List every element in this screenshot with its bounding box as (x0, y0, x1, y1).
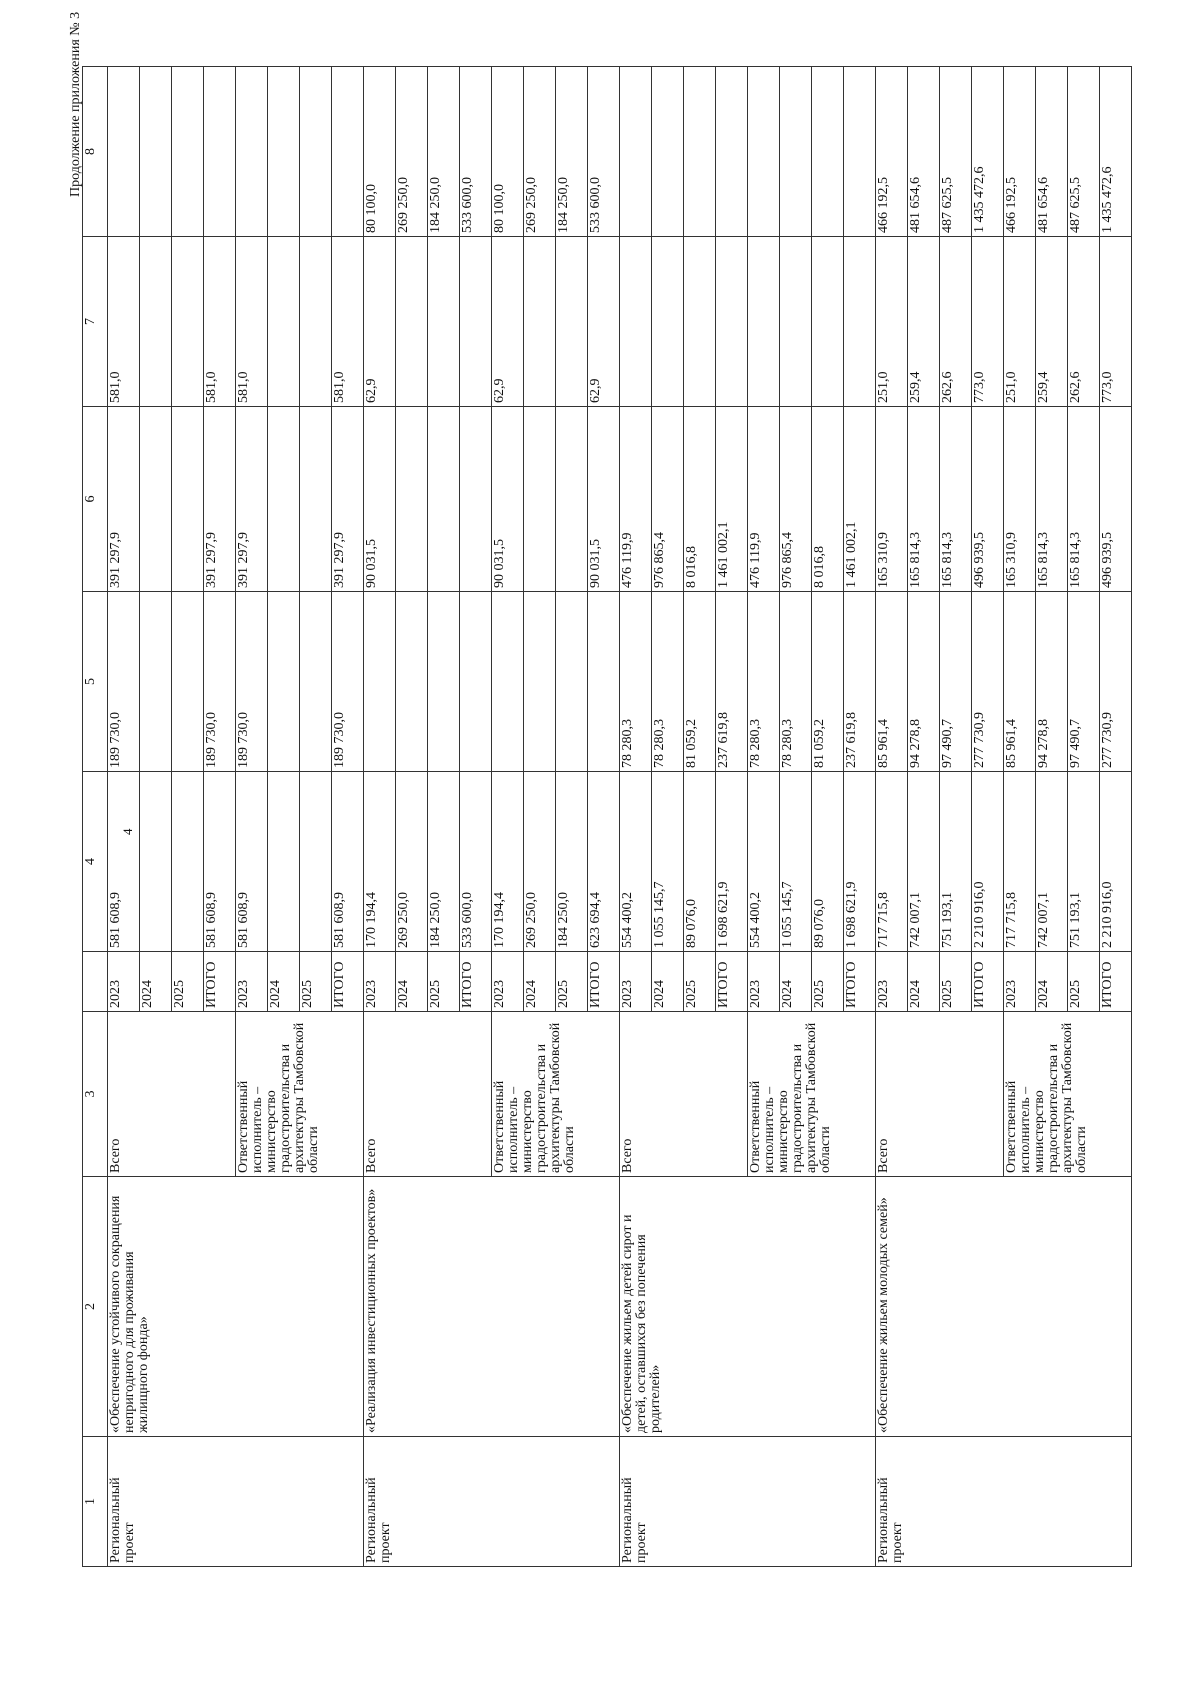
period-cell: 2023 (364, 952, 396, 1012)
federal-funding-cell (268, 592, 300, 772)
total-funding-cell: 554 400,2 (748, 772, 780, 952)
local-funding-cell: 62,9 (364, 237, 396, 407)
local-funding-cell (460, 237, 492, 407)
other-funding-cell: 184 250,0 (428, 67, 460, 237)
period-cell: 2025 (684, 952, 716, 1012)
regional-funding-cell: 476 119,9 (620, 407, 652, 592)
page-number: 4 (120, 828, 135, 835)
total-funding-cell: 717 715,8 (1004, 772, 1036, 952)
period-cell: 2025 (300, 952, 332, 1012)
total-funding-cell: 184 250,0 (556, 772, 588, 952)
regional-funding-cell: 391 297,9 (332, 407, 364, 592)
other-funding-cell (236, 67, 268, 237)
other-funding-cell (716, 67, 748, 237)
local-funding-cell: 262,6 (940, 237, 972, 407)
period-cell: 2025 (1068, 952, 1100, 1012)
other-funding-cell: 80 100,0 (492, 67, 524, 237)
period-cell: 2023 (236, 952, 268, 1012)
other-funding-cell (780, 67, 812, 237)
period-cell: 2025 (428, 952, 460, 1012)
other-funding-cell: 466 192,5 (1004, 67, 1036, 237)
executor-cell: Всего (876, 1012, 1004, 1177)
period-cell: ИТОГО (588, 952, 620, 1012)
regional-funding-cell (140, 407, 172, 592)
regional-funding-cell: 976 865,4 (780, 407, 812, 592)
regional-funding-cell: 165 814,3 (908, 407, 940, 592)
local-funding-cell (748, 237, 780, 407)
column-header (83, 952, 108, 1012)
project-type-cell: Региональный проект (108, 1437, 364, 1567)
period-cell: 2025 (812, 952, 844, 1012)
local-funding-cell (172, 237, 204, 407)
executor-cell: Всего (108, 1012, 236, 1177)
other-funding-cell: 487 625,5 (940, 67, 972, 237)
table-row (876, 67, 908, 1567)
column-header: 4 (83, 772, 108, 952)
local-funding-cell (812, 237, 844, 407)
total-funding-cell: 184 250,0 (428, 772, 460, 952)
period-cell: ИТОГО (716, 952, 748, 1012)
regional-funding-cell: 165 814,3 (1036, 407, 1068, 592)
total-funding-cell: 581 608,9 (236, 772, 268, 952)
local-funding-cell (684, 237, 716, 407)
total-funding-cell: 2 210 916,0 (972, 772, 1004, 952)
period-cell: 2025 (940, 952, 972, 1012)
local-funding-cell: 262,6 (1068, 237, 1100, 407)
local-funding-cell: 62,9 (588, 237, 620, 407)
project-name-cell: «Реализация инвестиционных проектов» (364, 1177, 620, 1437)
other-funding-cell: 269 250,0 (524, 67, 556, 237)
regional-funding-cell: 165 814,3 (940, 407, 972, 592)
regional-funding-cell: 1 461 002,1 (844, 407, 876, 592)
regional-funding-cell: 391 297,9 (108, 407, 140, 592)
federal-funding-cell (428, 592, 460, 772)
regional-funding-cell: 391 297,9 (204, 407, 236, 592)
project-name-cell: «Обеспечение устойчивого сокращения непригодного для проживания жилищного фонда» (108, 1177, 364, 1437)
federal-funding-cell (460, 592, 492, 772)
federal-funding-cell: 237 619,8 (716, 592, 748, 772)
other-funding-cell (652, 67, 684, 237)
period-cell: 2023 (1004, 952, 1036, 1012)
other-funding-cell (268, 67, 300, 237)
federal-funding-cell: 189 730,0 (332, 592, 364, 772)
total-funding-cell: 89 076,0 (684, 772, 716, 952)
total-funding-cell: 170 194,4 (364, 772, 396, 952)
other-funding-cell: 1 435 472,6 (972, 67, 1004, 237)
federal-funding-cell: 277 730,9 (1100, 592, 1132, 772)
local-funding-cell (524, 237, 556, 407)
federal-funding-cell: 97 490,7 (1068, 592, 1100, 772)
total-funding-cell: 89 076,0 (812, 772, 844, 952)
total-funding-cell (300, 772, 332, 952)
period-cell: 2025 (556, 952, 588, 1012)
period-cell: 2024 (780, 952, 812, 1012)
federal-funding-cell: 85 961,4 (876, 592, 908, 772)
column-header: 2 (83, 1177, 108, 1437)
regional-funding-cell: 8 016,8 (684, 407, 716, 592)
federal-funding-cell (396, 592, 428, 772)
other-funding-cell (812, 67, 844, 237)
federal-funding-cell: 78 280,3 (780, 592, 812, 772)
total-funding-cell (172, 772, 204, 952)
period-cell: 2023 (748, 952, 780, 1012)
column-number-row (83, 67, 108, 1567)
local-funding-cell: 773,0 (972, 237, 1004, 407)
total-funding-cell: 1 698 621,9 (716, 772, 748, 952)
executor-cell: Ответственный исполнитель – министерство градостроительства и архитектуры Тамбовской области (748, 1012, 876, 1177)
federal-funding-cell: 78 280,3 (748, 592, 780, 772)
period-cell: ИТОГО (332, 952, 364, 1012)
federal-funding-cell (524, 592, 556, 772)
appendix-continuation-label: Продолжение приложения № 3 (68, 11, 83, 197)
table-row (620, 67, 652, 1567)
local-funding-cell (428, 237, 460, 407)
table-row (108, 67, 140, 1567)
regional-funding-cell: 8 016,8 (812, 407, 844, 592)
other-funding-cell: 184 250,0 (556, 67, 588, 237)
other-funding-cell (844, 67, 876, 237)
period-cell: 2024 (396, 952, 428, 1012)
other-funding-cell (332, 67, 364, 237)
other-funding-cell (172, 67, 204, 237)
other-funding-cell (140, 67, 172, 237)
other-funding-cell: 481 654,6 (1036, 67, 1068, 237)
other-funding-cell: 533 600,0 (460, 67, 492, 237)
total-funding-cell: 269 250,0 (396, 772, 428, 952)
regional-funding-cell (428, 407, 460, 592)
project-type-cell: Региональный проект (876, 1437, 1132, 1567)
local-funding-cell: 251,0 (1004, 237, 1036, 407)
local-funding-cell (620, 237, 652, 407)
local-funding-cell: 773,0 (1100, 237, 1132, 407)
federal-funding-cell: 78 280,3 (620, 592, 652, 772)
regional-funding-cell: 391 297,9 (236, 407, 268, 592)
column-header: 1 (83, 1437, 108, 1567)
period-cell: 2024 (268, 952, 300, 1012)
federal-funding-cell: 81 059,2 (684, 592, 716, 772)
regional-funding-cell (172, 407, 204, 592)
regional-funding-cell: 165 814,3 (1068, 407, 1100, 592)
period-cell: 2024 (652, 952, 684, 1012)
project-type-cell: Региональный проект (620, 1437, 876, 1567)
total-funding-cell: 742 007,1 (1036, 772, 1068, 952)
local-funding-cell (300, 237, 332, 407)
period-cell: 2023 (876, 952, 908, 1012)
other-funding-cell: 1 435 472,6 (1100, 67, 1132, 237)
regional-funding-cell (268, 407, 300, 592)
local-funding-cell: 581,0 (204, 237, 236, 407)
period-cell: 2024 (908, 952, 940, 1012)
local-funding-cell: 251,0 (876, 237, 908, 407)
total-funding-cell: 170 194,4 (492, 772, 524, 952)
local-funding-cell: 259,4 (1036, 237, 1068, 407)
federal-funding-cell (300, 592, 332, 772)
column-header: 5 (83, 592, 108, 772)
project-type-cell: Региональный проект (364, 1437, 620, 1567)
total-funding-cell (268, 772, 300, 952)
total-funding-cell: 554 400,2 (620, 772, 652, 952)
regional-funding-cell (556, 407, 588, 592)
total-funding-cell: 581 608,9 (108, 772, 140, 952)
local-funding-cell: 581,0 (236, 237, 268, 407)
regional-funding-cell: 1 461 002,1 (716, 407, 748, 592)
other-funding-cell: 487 625,5 (1068, 67, 1100, 237)
local-funding-cell (140, 237, 172, 407)
budget-table (82, 66, 1132, 1567)
executor-cell: Всего (364, 1012, 492, 1177)
federal-funding-cell: 94 278,8 (1036, 592, 1068, 772)
other-funding-cell (684, 67, 716, 237)
total-funding-cell: 717 715,8 (876, 772, 908, 952)
federal-funding-cell: 85 961,4 (1004, 592, 1036, 772)
executor-cell: Всего (620, 1012, 748, 1177)
federal-funding-cell (364, 592, 396, 772)
total-funding-cell: 533 600,0 (460, 772, 492, 952)
regional-funding-cell: 90 031,5 (588, 407, 620, 592)
federal-funding-cell: 94 278,8 (908, 592, 940, 772)
executor-cell: Ответственный исполнитель – министерство градостроительства и архитектуры Тамбовской области (1004, 1012, 1132, 1177)
other-funding-cell: 269 250,0 (396, 67, 428, 237)
regional-funding-cell (396, 407, 428, 592)
regional-funding-cell (300, 407, 332, 592)
total-funding-cell: 2 210 916,0 (1100, 772, 1132, 952)
column-header: 6 (83, 407, 108, 592)
column-header: 3 (83, 1012, 108, 1177)
total-funding-cell: 1 055 145,7 (652, 772, 684, 952)
federal-funding-cell (588, 592, 620, 772)
period-cell: 2023 (620, 952, 652, 1012)
executor-cell: Ответственный исполнитель – министерство градостроительства и архитектуры Тамбовской области (236, 1012, 364, 1177)
project-name-cell: «Обеспечение жильем детей сирот и детей, оставшихся без попечения родителей» (620, 1177, 876, 1437)
local-funding-cell: 581,0 (108, 237, 140, 407)
other-funding-cell (300, 67, 332, 237)
total-funding-cell: 1 698 621,9 (844, 772, 876, 952)
other-funding-cell (620, 67, 652, 237)
executor-cell: Ответственный исполнитель – министерство градостроительства и архитектуры Тамбовской области (492, 1012, 620, 1177)
regional-funding-cell: 165 310,9 (1004, 407, 1036, 592)
federal-funding-cell: 81 059,2 (812, 592, 844, 772)
local-funding-cell: 62,9 (492, 237, 524, 407)
other-funding-cell: 80 100,0 (364, 67, 396, 237)
local-funding-cell: 581,0 (332, 237, 364, 407)
federal-funding-cell: 189 730,0 (108, 592, 140, 772)
period-cell: 2024 (524, 952, 556, 1012)
total-funding-cell: 751 193,1 (1068, 772, 1100, 952)
period-cell: ИТОГО (204, 952, 236, 1012)
regional-funding-cell (524, 407, 556, 592)
total-funding-cell: 1 055 145,7 (780, 772, 812, 952)
federal-funding-cell: 189 730,0 (236, 592, 268, 772)
federal-funding-cell (140, 592, 172, 772)
period-cell: 2023 (492, 952, 524, 1012)
other-funding-cell (204, 67, 236, 237)
federal-funding-cell (556, 592, 588, 772)
other-funding-cell: 481 654,6 (908, 67, 940, 237)
total-funding-cell: 269 250,0 (524, 772, 556, 952)
federal-funding-cell: 237 619,8 (844, 592, 876, 772)
regional-funding-cell: 496 939,5 (1100, 407, 1132, 592)
period-cell: 2024 (1036, 952, 1068, 1012)
other-funding-cell: 533 600,0 (588, 67, 620, 237)
total-funding-cell (140, 772, 172, 952)
federal-funding-cell (492, 592, 524, 772)
column-header: 7 (83, 237, 108, 407)
total-funding-cell: 742 007,1 (908, 772, 940, 952)
local-funding-cell (396, 237, 428, 407)
local-funding-cell (652, 237, 684, 407)
other-funding-cell (748, 67, 780, 237)
regional-funding-cell: 90 031,5 (492, 407, 524, 592)
total-funding-cell: 581 608,9 (204, 772, 236, 952)
federal-funding-cell: 78 280,3 (652, 592, 684, 772)
total-funding-cell: 581 608,9 (332, 772, 364, 952)
total-funding-cell: 751 193,1 (940, 772, 972, 952)
regional-funding-cell: 476 119,9 (748, 407, 780, 592)
period-cell: 2024 (140, 952, 172, 1012)
local-funding-cell (268, 237, 300, 407)
regional-funding-cell: 165 310,9 (876, 407, 908, 592)
regional-funding-cell: 90 031,5 (364, 407, 396, 592)
table-body (83, 67, 1132, 1567)
column-header: 8 (83, 67, 108, 237)
local-funding-cell (556, 237, 588, 407)
period-cell: 2025 (172, 952, 204, 1012)
regional-funding-cell: 976 865,4 (652, 407, 684, 592)
regional-funding-cell (460, 407, 492, 592)
other-funding-cell: 466 192,5 (876, 67, 908, 237)
period-cell: ИТОГО (844, 952, 876, 1012)
period-cell: ИТОГО (1100, 952, 1132, 1012)
federal-funding-cell: 189 730,0 (204, 592, 236, 772)
local-funding-cell: 259,4 (908, 237, 940, 407)
other-funding-cell (108, 67, 140, 237)
regional-funding-cell: 496 939,5 (972, 407, 1004, 592)
federal-funding-cell: 277 730,9 (972, 592, 1004, 772)
total-funding-cell: 623 694,4 (588, 772, 620, 952)
local-funding-cell (780, 237, 812, 407)
table-row (364, 67, 396, 1567)
federal-funding-cell: 97 490,7 (940, 592, 972, 772)
period-cell: 2023 (108, 952, 140, 1012)
federal-funding-cell (172, 592, 204, 772)
project-name-cell: «Обеспечение жильем молодых семей» (876, 1177, 1132, 1437)
local-funding-cell (844, 237, 876, 407)
period-cell: ИТОГО (972, 952, 1004, 1012)
period-cell: ИТОГО (460, 952, 492, 1012)
local-funding-cell (716, 237, 748, 407)
